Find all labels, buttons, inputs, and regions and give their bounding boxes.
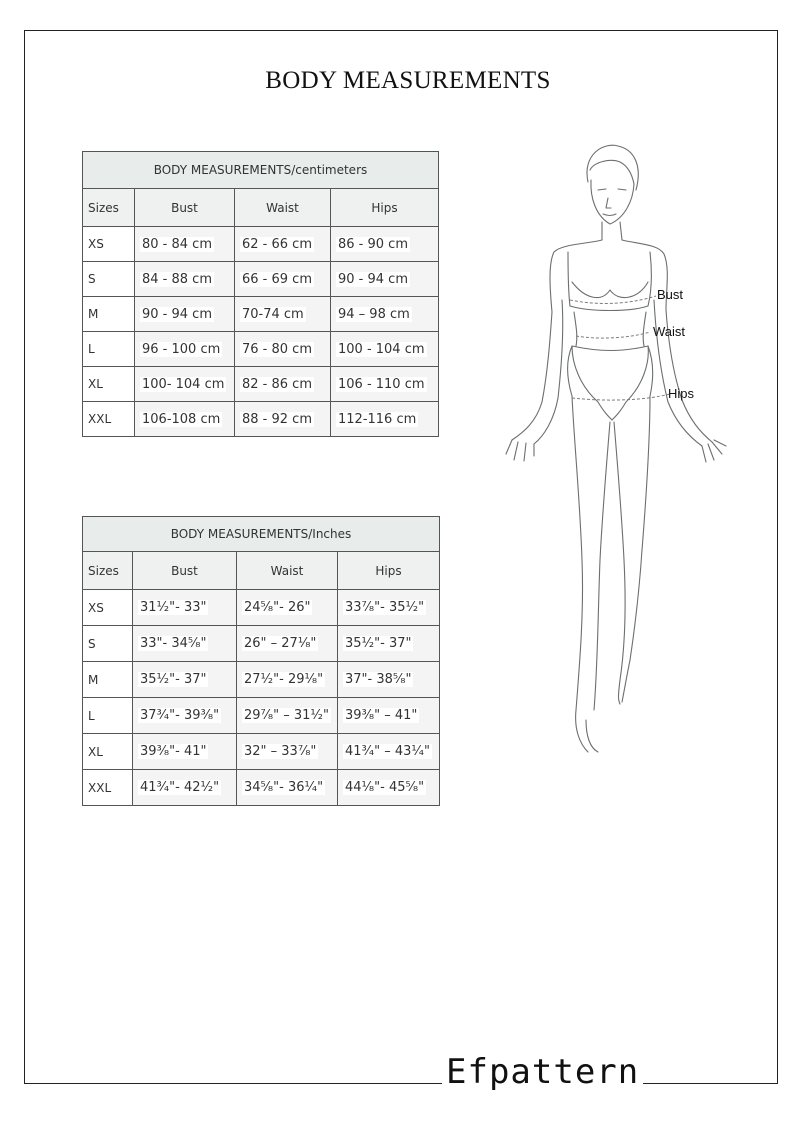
bust-label: Bust xyxy=(657,287,684,302)
bust-cell: 90 - 94 cm xyxy=(135,297,235,332)
waist-cell: 27¹⁄₂"- 29¹⁄₈" xyxy=(237,662,338,698)
hips-cell: 37"- 38⁵⁄₈" xyxy=(338,662,440,698)
waist-cell: 62 - 66 cm xyxy=(235,227,331,262)
bust-cell: 96 - 100 cm xyxy=(135,332,235,367)
table-row xyxy=(83,662,440,698)
table-row xyxy=(83,367,439,402)
hips-cell: 86 - 90 cm xyxy=(331,227,439,262)
size-cell: L xyxy=(83,698,133,734)
bust-cell: 41³⁄₄"- 42¹⁄₂" xyxy=(133,770,237,806)
waist-cell: 34⁵⁄₈"- 36¹⁄₄" xyxy=(237,770,338,806)
hips-cell: 106 - 110 cm xyxy=(331,367,439,402)
size-cell: XL xyxy=(83,734,133,770)
header-waist: Waist xyxy=(235,189,331,227)
header-hips: Hips xyxy=(331,189,439,227)
size-cell: M xyxy=(83,297,135,332)
waist-label: Waist xyxy=(653,324,686,339)
bust-cell: 106-108 cm xyxy=(135,402,235,437)
header-bust: Bust xyxy=(135,189,235,227)
size-cell: L xyxy=(83,332,135,367)
table-row xyxy=(83,626,440,662)
waist-cell: 66 - 69 cm xyxy=(235,262,331,297)
hips-cell: 100 - 104 cm xyxy=(331,332,439,367)
size-cell: S xyxy=(83,626,133,662)
page-title: BODY MEASUREMENTS xyxy=(265,67,551,94)
table-centimeters xyxy=(82,151,439,437)
hips-label: Hips xyxy=(668,386,695,401)
table-row xyxy=(83,332,439,367)
hips-cell: 33⁷⁄₈"- 35¹⁄₂" xyxy=(338,590,440,626)
header-waist: Waist xyxy=(237,552,338,590)
header-bust: Bust xyxy=(133,552,237,590)
size-cell: XL xyxy=(83,367,135,402)
table-row xyxy=(83,227,439,262)
waist-cell: 26" – 27¹⁄₈" xyxy=(237,626,338,662)
waist-cell: 70-74 cm xyxy=(235,297,331,332)
table-row xyxy=(83,734,440,770)
bust-cell: 84 - 88 cm xyxy=(135,262,235,297)
table-row xyxy=(83,770,440,806)
table-caption: BODY MEASUREMENTS/centimeters xyxy=(83,152,439,189)
bust-cell: 39³⁄₈"- 41" xyxy=(133,734,237,770)
header-sizes: Sizes xyxy=(83,552,133,590)
hips-cell: 94 – 98 cm xyxy=(331,297,439,332)
size-cell: XS xyxy=(83,227,135,262)
hips-cell: 41³⁄₄" – 43¹⁄₄" xyxy=(338,734,440,770)
table-inches xyxy=(82,516,440,806)
size-cell: M xyxy=(83,662,133,698)
hips-cell: 44¹⁄₈"- 45⁵⁄₈" xyxy=(338,770,440,806)
table-row xyxy=(83,297,439,332)
header-hips: Hips xyxy=(338,552,440,590)
header-sizes: Sizes xyxy=(83,189,135,227)
bust-cell: 37³⁄₄"- 39³⁄₈" xyxy=(133,698,237,734)
body-figure-illustration xyxy=(490,140,730,770)
table-row xyxy=(83,402,439,437)
bust-cell: 80 - 84 cm xyxy=(135,227,235,262)
hips-cell: 35¹⁄₂"- 37" xyxy=(338,626,440,662)
hips-cell: 112-116 cm xyxy=(331,402,439,437)
waist-cell: 88 - 92 cm xyxy=(235,402,331,437)
waist-cell: 29⁷⁄₈" – 31¹⁄₂" xyxy=(237,698,338,734)
bust-cell: 100- 104 cm xyxy=(135,367,235,402)
bust-cell: 31¹⁄₂"- 33" xyxy=(133,590,237,626)
brand-signature: Efpattern xyxy=(442,1052,643,1092)
bust-cell: 33"- 34⁵⁄₈" xyxy=(133,626,237,662)
size-cell: XS xyxy=(83,590,133,626)
hips-measure-line xyxy=(572,394,670,400)
hips-cell: 39³⁄₈" – 41" xyxy=(338,698,440,734)
table-row xyxy=(83,590,440,626)
waist-cell: 76 - 80 cm xyxy=(235,332,331,367)
waist-measure-line xyxy=(576,332,650,338)
bust-measure-line xyxy=(570,296,656,303)
size-cell: XXL xyxy=(83,402,135,437)
hips-cell: 90 - 94 cm xyxy=(331,262,439,297)
table-row xyxy=(83,698,440,734)
size-cell: XXL xyxy=(83,770,133,806)
waist-cell: 24⁵⁄₈"- 26" xyxy=(237,590,338,626)
bust-cell: 35¹⁄₂"- 37" xyxy=(133,662,237,698)
table-caption: BODY MEASUREMENTS/Inches xyxy=(83,517,440,552)
waist-cell: 32" – 33⁷⁄₈" xyxy=(237,734,338,770)
waist-cell: 82 - 86 cm xyxy=(235,367,331,402)
table-row xyxy=(83,262,439,297)
size-cell: S xyxy=(83,262,135,297)
